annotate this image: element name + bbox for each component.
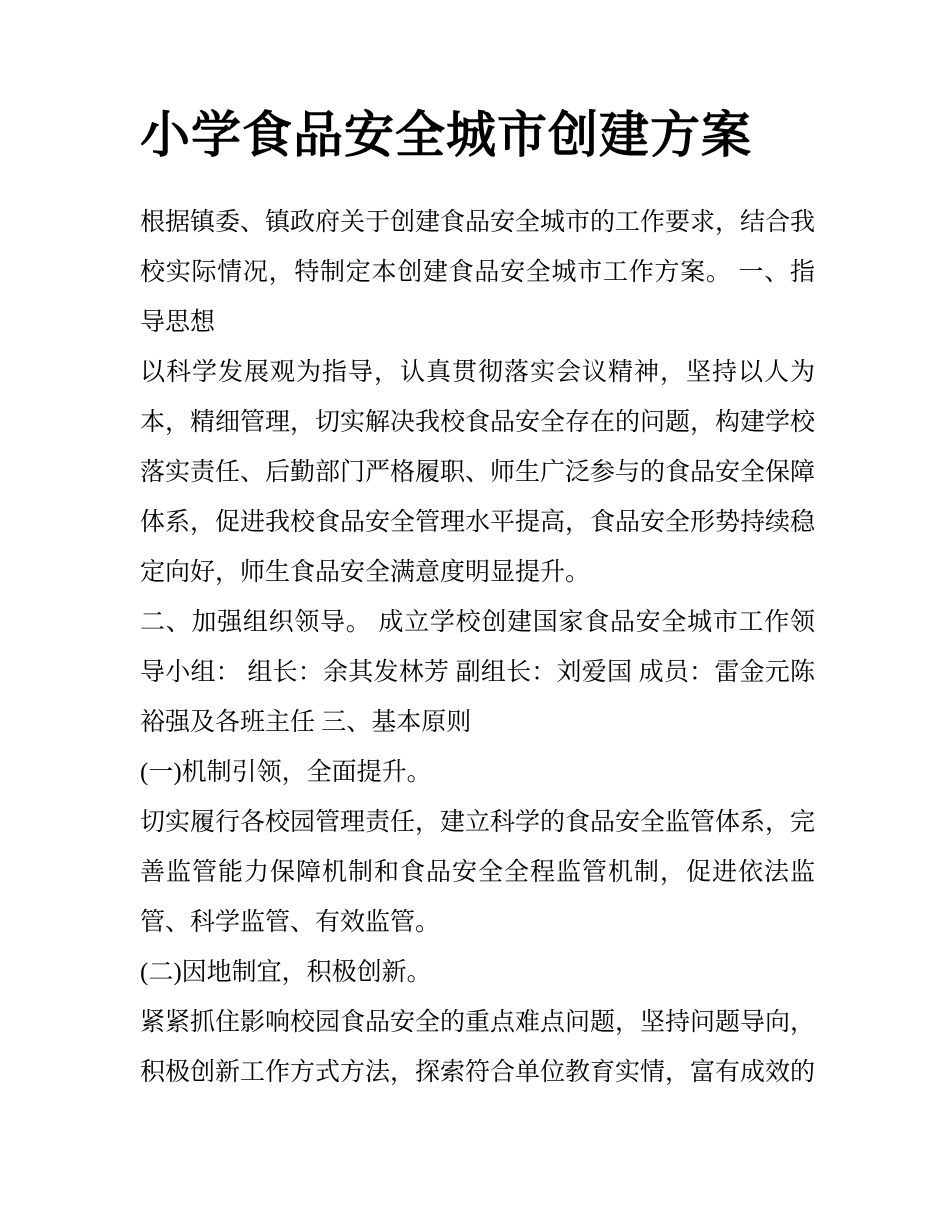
text-line: 善监管能力保障机制和食品安全全程监管机制，促进依法监	[140, 859, 815, 886]
text-line: 管、科学监管、有效监管。	[140, 909, 441, 936]
document-body	[140, 198, 815, 1098]
text-line: 紧紧抓住影响校园食品安全的重点难点问题，坚持问题导向，	[140, 1009, 816, 1036]
text-line: 体系，促进我校食品安全管理水平提高，食品安全形势持续稳	[140, 509, 816, 536]
text-line: 落实责任、后勤部门严格履职、师生广泛参与的食品安全保障	[140, 459, 816, 486]
text-line: (一)机制引领，全面提升。	[140, 759, 432, 786]
text-line: 积极创新工作方式方法，探索符合单位教育实情，富有成效的	[140, 1059, 816, 1086]
text-line: 校实际情况，特制定本创建食品安全城市工作方案。 一、指	[140, 259, 815, 286]
text-line: 裕强及各班主任 三、基本原则	[140, 709, 472, 736]
text-line: 导思想	[140, 309, 216, 336]
text-line: 导小组： 组长：余其发林芳 副组长：刘爱国 成员：雷金元陈	[140, 659, 815, 686]
text-line: 二、加强组织领导。 成立学校创建国家食品安全城市工作领	[140, 609, 815, 636]
text-line: 本，精细管理，切实解决我校食品安全存在的问题，构建学校	[140, 409, 816, 436]
text-line: 根据镇委、镇政府关于创建食品安全城市的工作要求，结合我	[140, 209, 816, 236]
text-line: (二)因地制宜，积极创新。	[140, 959, 432, 986]
document-title: 小学食品安全城市创建方案	[140, 107, 752, 163]
text-line: 切实履行各校园管理责任，建立科学的食品安全监管体系，完	[140, 809, 816, 836]
text-line: 定向好，师生食品安全满意度明显提升。	[140, 559, 591, 586]
text-line: 以科学发展观为指导，认真贯彻落实会议精神，坚持以人为	[140, 359, 815, 386]
